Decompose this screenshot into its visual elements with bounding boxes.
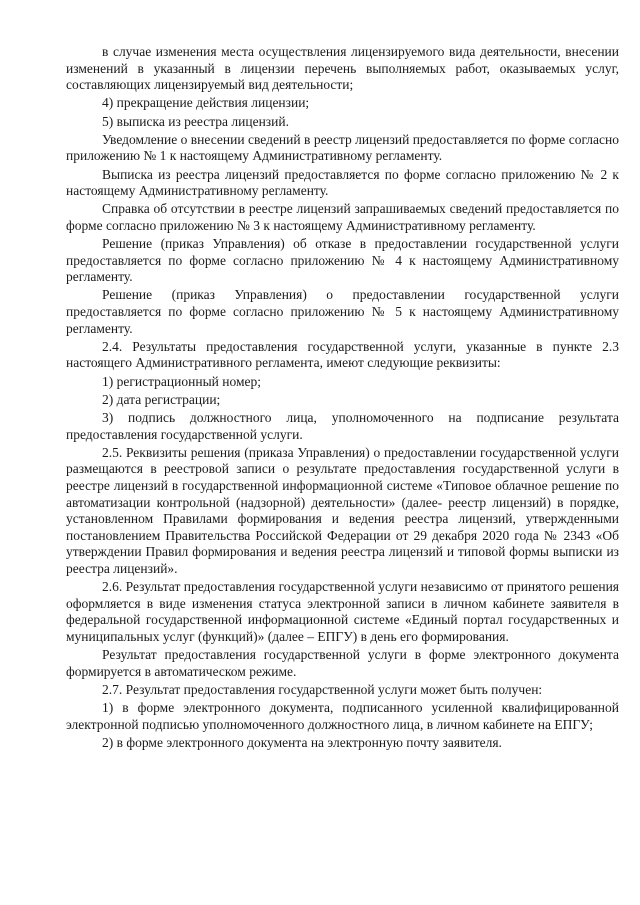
document-page xyxy=(66,44,619,753)
list-item-official-signature: 3) подпись должностного лица, уполномоченного на подписание результата предоставления государственной услуги. xyxy=(66,410,619,442)
list-item-registration-date: 2) дата регистрации; xyxy=(102,391,221,407)
list-item-epgu-delivery: 1) в форме электронного документа, подписанного усиленной квалифицированной электронной подписью уполномоченного должностного лица, в личном кабинете на ЕПГУ; xyxy=(66,700,619,732)
paragraph-refusal-decision: Решение (приказ Управления) об отказе в предоставлении государственной услуги предоставляется по форме согласно приложению № 4 к настоящему Административному регламенту. xyxy=(66,236,619,285)
list-item-registration-number: 1) регистрационный номер; xyxy=(102,373,261,389)
section-2-5: 2.5. Реквизиты решения (приказа Управления) о предоставлении государственной услуги размещаются в реестровой записи о результате предоставления государственной услуги в реестре лицензий в государственной информационной системе «Типовое облачное решение по автоматизации контрольной (надзорной) деятельности» (далее- реестр лицензий) в порядке, установленном Правилами формирования и ведения реестра лицензий, утвержденными постановлением Правительства Российской Федерации от 29 декабря 2020 года № 2343 «Об утверждении Правил формирования и ведения реестра лицензий и типовой формы выписки из реестра лицензий». xyxy=(66,444,619,576)
paragraph-extract-form: Выписка из реестра лицензий предоставляется по форме согласно приложению № 2 к настоящему Административному регламенту. xyxy=(66,166,619,199)
section-2-6: 2.6. Результат предоставления государственной услуги независимо от принятого решения оформляется в виде изменения статуса электронной записи в личном кабинете заявителя в федеральной государственной информационной системе «Единый портал государственных и муниципальных услуг (функций)» (далее – ЕПГУ) в день его формирования. xyxy=(66,579,619,644)
paragraph-electronic-result: Результат предоставления государственной услуги в форме электронного документа формируется в автоматическом режиме. xyxy=(66,647,619,679)
section-2-7: 2.7. Результат предоставления государственной услуги может быть получен: xyxy=(102,681,543,697)
section-2-4: 2.4. Результаты предоставления государственной услуги, указанные в пункте 2.3 настоящего Административного регламента, имеют следующие реквизиты: xyxy=(66,338,619,371)
list-item-email-delivery: 2) в форме электронного документа на электронную почту заявителя. xyxy=(102,734,502,750)
paragraph-notification-form: Уведомление о внесении сведений в реестр лицензий предоставляется по форме согласно приложению № 1 к настоящему Административному регламенту. xyxy=(66,131,619,164)
paragraph-license-change: в случае изменения места осуществления лицензируемого вида деятельности, внесении изменений в указанный в лицензии перечень выполняемых работ, оказываемых услуг, составляющих лицензируемый вид деятельности; xyxy=(66,44,619,93)
list-item-registry-extract: 5) выписка из реестра лицензий. xyxy=(102,113,289,129)
paragraph-certificate-form: Справка об отсутствии в реестре лицензий запрашиваемых сведений предоставляется по форме согласно приложению № 3 к настоящему Административному регламенту. xyxy=(66,201,619,233)
list-item-termination: 4) прекращение действия лицензии; xyxy=(102,95,310,111)
paragraph-approval-decision: Решение (приказ Управления) о предоставлении государственной услуги предоставляется по форме согласно приложению № 5 к настоящему Административному регламенту. xyxy=(66,287,619,336)
